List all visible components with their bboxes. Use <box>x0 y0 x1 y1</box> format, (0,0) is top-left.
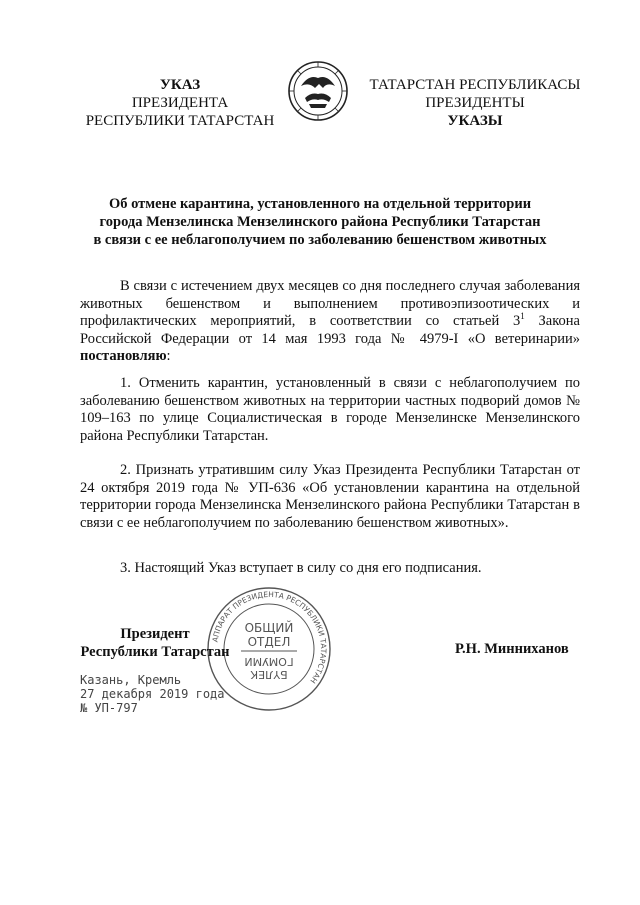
signatory-name: Р.Н. Минниханов <box>455 641 569 657</box>
paragraph-intro <box>80 278 580 366</box>
item-1-text: 1. Отменить карантин, установленный в связи с неблагополучием по заболеванию бешенством животных на территории частных подворий домов № 109–163 по улице Социалистическая в городе Мензелинске Мензелинского района Республики Татарстан. <box>80 375 580 444</box>
header-right-line1: ТАТАРСТАН РЕСПУБЛИКАСЫ <box>369 77 581 93</box>
header-tatar <box>355 76 595 130</box>
paragraph-item-3 <box>80 560 580 578</box>
intro-text-a: В связи с истечением двух месяцев со дня последнего случая заболевания животных бешенством и выполнением противоэпизоотических и профилактических мероприятий, в соответствии со статьей 3 <box>80 278 580 329</box>
title-line2: города Мензелинска Мензелинского района Республики Татарстан <box>99 214 541 230</box>
paragraph-item-2 <box>80 462 580 532</box>
paragraph-item-1 <box>80 375 580 445</box>
header-left-line3: РЕСПУБЛИКИ ТАТАРСТАН <box>85 113 275 129</box>
signature-title-line1: Президент <box>120 626 190 642</box>
intro-text-b: Закона Российской Федерации от 14 мая 1993 года № 4979-I «О ветеринарии» <box>80 313 580 347</box>
stamp-center-line4: ГОМУМИ <box>244 655 294 668</box>
item-2-text: 2. Признать утратившим силу Указ Президента Республики Татарстан от 24 октября 2019 года № УП-636 «Об установлении карантина на отдельной территории города Мензелинска Мензелинского района Республики Татарстан в связи с ее неблагополучием по заболеванию бешенством животных». <box>80 462 580 531</box>
header-russian <box>60 76 300 130</box>
item-3-text: 3. Настоящий Указ вступает в силу со дня его подписания. <box>120 560 482 576</box>
header-left-line1: УКАЗ <box>159 77 201 93</box>
place-text: Казань, Кремль <box>80 673 182 687</box>
tatarstan-emblem-icon <box>287 60 349 122</box>
header-right-line3: УКАЗЫ <box>447 113 503 129</box>
stamp-center-line3: БҮЛЕК <box>250 668 288 681</box>
title-line1: Об отмене карантина, установленного на отдельной территории <box>108 196 532 212</box>
stamp-center-line1: ОБЩИЙ <box>244 621 294 635</box>
date-text: 27 декабря 2019 года <box>80 687 225 701</box>
intro-superscript: 1 <box>520 311 525 322</box>
title-line3: в связи с ее неблагополучием по заболеванию бешенством животных <box>93 232 547 248</box>
stamp-ring-text: АППАРАТ ПРЕЗИДЕНТА РЕСПУБЛИКИ ТАТАРСТАН <box>210 589 329 686</box>
decree-title <box>80 195 560 249</box>
intro-colon: : <box>166 348 171 364</box>
header-left-line2: ПРЕЗИДЕНТА <box>131 95 229 111</box>
place-date-number <box>80 673 225 715</box>
stamp-center-line2: ОТДЕЛ <box>247 635 291 649</box>
signature-title-line2: Республики Татарстан <box>80 644 230 660</box>
signature-title <box>75 625 235 661</box>
decree-number: № УП-797 <box>80 701 138 715</box>
intro-decree-word: постановляю <box>80 348 167 364</box>
header-right-line2: ПРЕЗИДЕНТЫ <box>425 95 525 111</box>
